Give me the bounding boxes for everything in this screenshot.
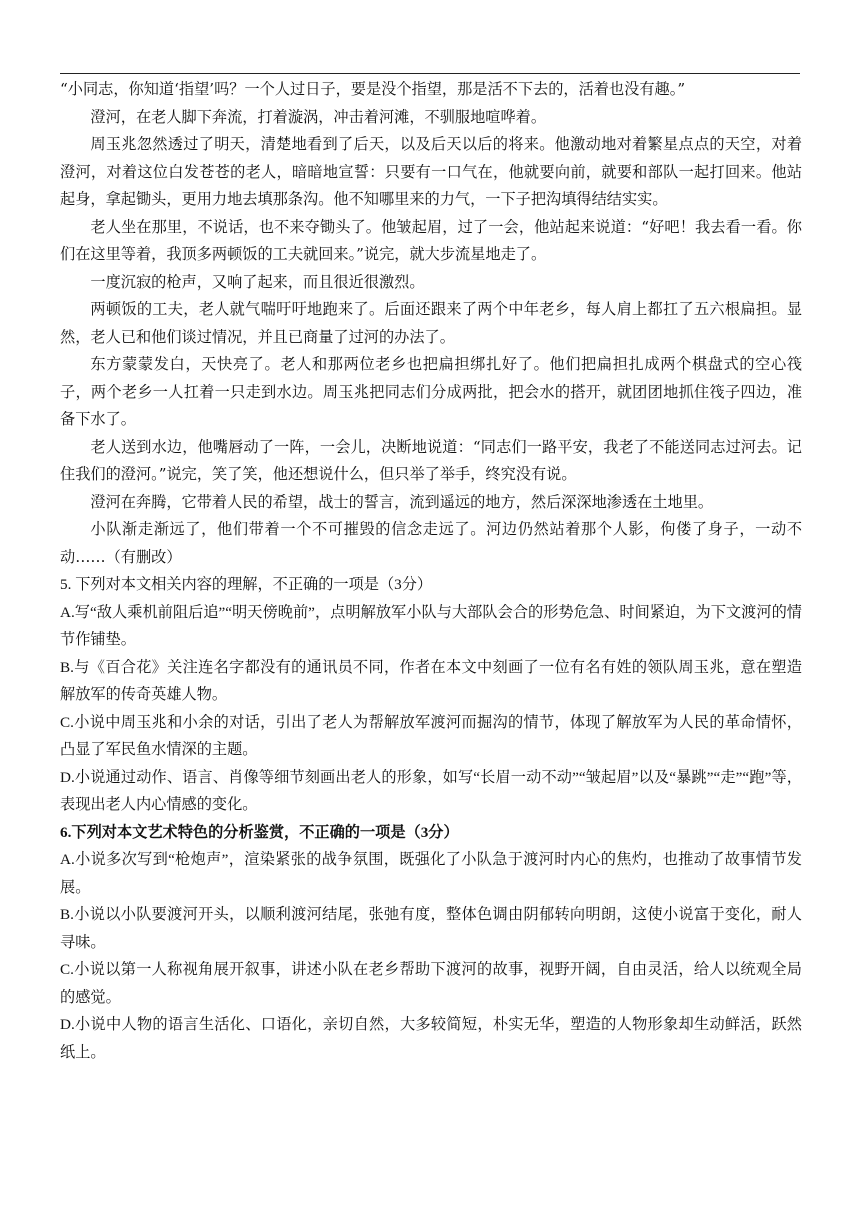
question-stem: 5. 下列对本文相关内容的理解，不正确的一项是（3分） bbox=[60, 576, 433, 593]
passage-paragraph: 澄河在奔腾，它带着人民的希望，战士的誓言，流到遥远的地方，然后深深地渗透在土地里。 bbox=[90, 492, 714, 511]
question-6 bbox=[60, 819, 802, 1067]
passage-paragraph: “小同志，你知道‘指望’吗？一个人过日子，要是没个指望，那是活不下去的，活着也没有趣。” bbox=[60, 80, 686, 98]
question-option-d: D.小说中人物的语言生活化、口语化，亲切自然，大多较简短，朴实无华，塑造的人物形象却生动鲜活，跃然纸上。 bbox=[60, 1016, 802, 1061]
passage-paragraph: 老人送到水边，他嘴唇动了一阵，一会儿，决断地说道：“同志们一路平安，我老了不能送同志过河去。记住我们的澄河。”说完，笑了笑，他还想说什么，但只举了举手，终究没有说。 bbox=[60, 437, 802, 483]
passage-paragraph: 两顿饭的工夫，老人就气喘吁吁地跑来了。后面还跟来了两个中年老乡，每人肩上都扛了五六根扁担。显然，老人已和他们谈过情况，并且已商量了过河的办法了。 bbox=[60, 300, 802, 346]
question-stem: 6.下列对本文艺术特色的分析鉴赏，不正确的一项是（3分） bbox=[60, 823, 459, 841]
header-rule bbox=[60, 73, 800, 74]
question-option-b: B.小说以小队要渡河开头，以顺利渡河结尾，张弛有度，整体色调由阴郁转向明朗，这使小说富于变化，耐人寻味。 bbox=[60, 906, 802, 951]
question-option-c: C.小说以第一人称视角展开叙事，讲述小队在老乡帮助下渡河的故事，视野开阔，自由灵活，给人以统观全局的感觉。 bbox=[60, 961, 802, 1006]
passage-paragraph: 东方蒙蒙发白，天快亮了。老人和那两位老乡也把扁担绑扎好了。他们把扁担扎成两个棋盘式的空心筏子，两个老乡一人扛着一只走到水边。周玉兆把同志们分成两批，把会水的搭开，就团团地抓住筏子四边，准备下水了。 bbox=[60, 355, 802, 428]
passage-paragraph: 周玉兆忽然透过了明天，清楚地看到了后天，以及后天以后的将来。他激动地对着繁星点点的天空，对着澄河，对着这位白发苍苍的老人，暗暗地宣誓：只要有一口气在，他就要向前，就要和部队一起打回来。他站起身，拿起锄头，更用力地去填那条沟。他不知哪里来的力气，一下子把沟填得结结实实。 bbox=[60, 135, 802, 208]
passage-paragraph: 老人坐在那里，不说话，也不来夺锄头了。他皱起眉，过了一会，他站起来说道：“好吧！我去看一看。你们在这里等着，我顶多两顿饭的工夫就回来。”说完，就大步流星地走了。 bbox=[60, 217, 802, 263]
question-5 bbox=[60, 571, 802, 819]
passage-paragraph: 澄河，在老人脚下奔流，打着漩涡，冲击着河滩，不驯服地喧哗着。 bbox=[90, 107, 547, 126]
reading-passage bbox=[60, 76, 802, 571]
passage-paragraph: 小队渐走渐远了，他们带着一个不可摧毁的信念走远了。河边仍然站着那个人影，佝偻了身子，一动不动……（有删改） bbox=[60, 520, 802, 566]
question-option-a: A.小说多次写到“枪炮声”，渲染紧张的战争氛围，既强化了小队急于渡河时内心的焦灼，也推动了故事情节发展。 bbox=[60, 851, 802, 896]
passage-paragraph: 一度沉寂的枪声，又响了起来，而且很近很激烈。 bbox=[90, 272, 425, 291]
question-option-d: D.小说通过动作、语言、肖像等细节刻画出老人的形象，如写“长眉一动不动”“皱起眉”以及“暴跳”“走”“跑”等，表现出老人内心情感的变化。 bbox=[60, 768, 802, 813]
question-option-a: A.写“敌人乘机前阻后追”“明天傍晚前”，点明解放军小队与大部队会合的形势危急、时间紧迫，为下文渡河的情节作铺垫。 bbox=[60, 603, 802, 648]
question-option-b: B.与《百合花》关注连名字都没有的通讯员不同，作者在本文中刻画了一位有名有姓的领队周玉兆，意在塑造解放军的传奇英雄人物。 bbox=[60, 658, 802, 703]
exam-page-content bbox=[60, 76, 802, 1066]
question-option-c: C.小说中周玉兆和小余的对话，引出了老人为帮解放军渡河而掘沟的情节，体现了解放军为人民的革命情怀，凸显了军民鱼水情深的主题。 bbox=[60, 713, 802, 758]
